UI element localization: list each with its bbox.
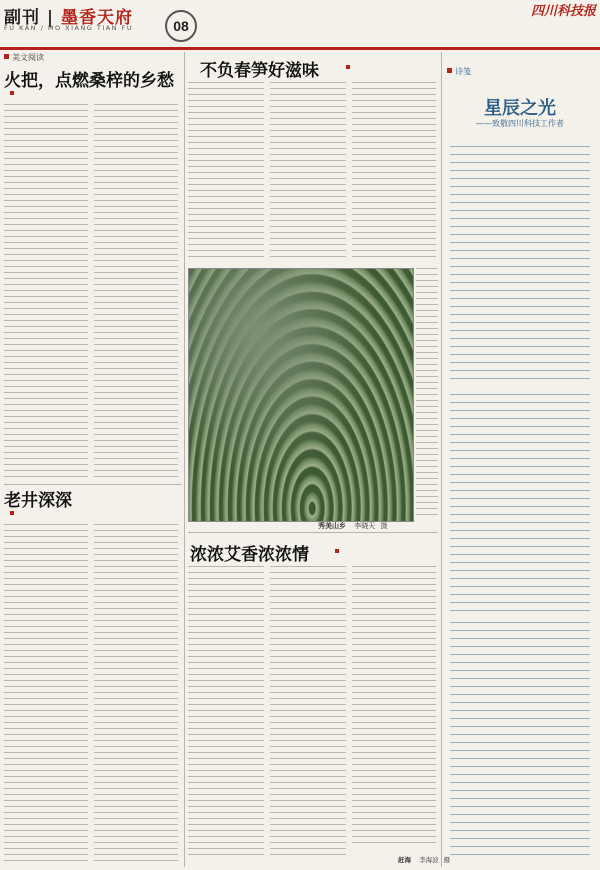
center-bottom-byline: [335, 548, 341, 556]
byline-marker-icon: [10, 91, 14, 95]
byline-marker-icon: [346, 65, 350, 69]
newspaper-brand: 四川科技报: [530, 4, 596, 19]
masthead-title: 副刊 | 墨香天府: [4, 8, 134, 28]
left-text-col-3: [4, 524, 88, 864]
center-divider: [188, 532, 438, 533]
photo-caption: 秀美山乡 李晓天 摄: [318, 522, 388, 530]
masthead: [0, 0, 600, 48]
center-bottom-text-col-2: [270, 566, 346, 856]
center-text-col-3: [352, 82, 436, 262]
center-text-col-2: [270, 82, 346, 262]
column-divider-left: [184, 52, 185, 867]
left-byline-2: [10, 510, 16, 518]
center-text-col-4: [416, 268, 438, 520]
center-bottom-text-col-1: [188, 566, 264, 856]
center-headline: 不负春笋好滋味: [200, 61, 319, 81]
masthead-rule: [0, 47, 600, 50]
center-bottom-headline: 浓浓艾香浓浓情: [190, 545, 309, 565]
masthead-pinyin: FU KAN / MO XIANG TIAN FU: [4, 24, 134, 32]
poetry-subtitle: ——致敬四川科技工作者: [476, 119, 564, 128]
page-number: 08: [165, 10, 197, 42]
byline-marker-icon: [10, 511, 14, 515]
poem-stanza-1: [450, 146, 590, 386]
left-text-col-1: [4, 104, 88, 479]
left-headline-2: 老井深深: [4, 491, 72, 511]
center-bottom-text-col-3: [352, 566, 436, 848]
photo2-caption: 赶海 李海波 摄: [398, 856, 451, 864]
poetry-title: 星辰之光: [484, 98, 556, 119]
poem-stanza-3: [450, 622, 590, 862]
landscape-photo: [188, 268, 414, 522]
left-byline: [10, 90, 16, 98]
column-divider-right: [441, 52, 442, 867]
left-text-col-2: [94, 104, 178, 479]
column-name: 墨香天府: [61, 8, 134, 28]
byline-marker-icon: [335, 549, 339, 553]
label-marker-icon: [4, 54, 9, 59]
section-label-left: 美文阅读: [4, 52, 44, 63]
poem-stanza-2: [450, 394, 590, 614]
left-headline: 火把，点燃桑梓的乡愁: [4, 71, 174, 91]
left-divider: [4, 484, 182, 485]
label-marker-icon: [447, 68, 452, 73]
center-byline: [346, 64, 352, 72]
section-name: 副刊: [4, 8, 40, 28]
center-text-col-1: [188, 82, 264, 262]
section-label-poetry: 诗笺: [447, 66, 471, 77]
left-text-col-4: [94, 524, 178, 864]
